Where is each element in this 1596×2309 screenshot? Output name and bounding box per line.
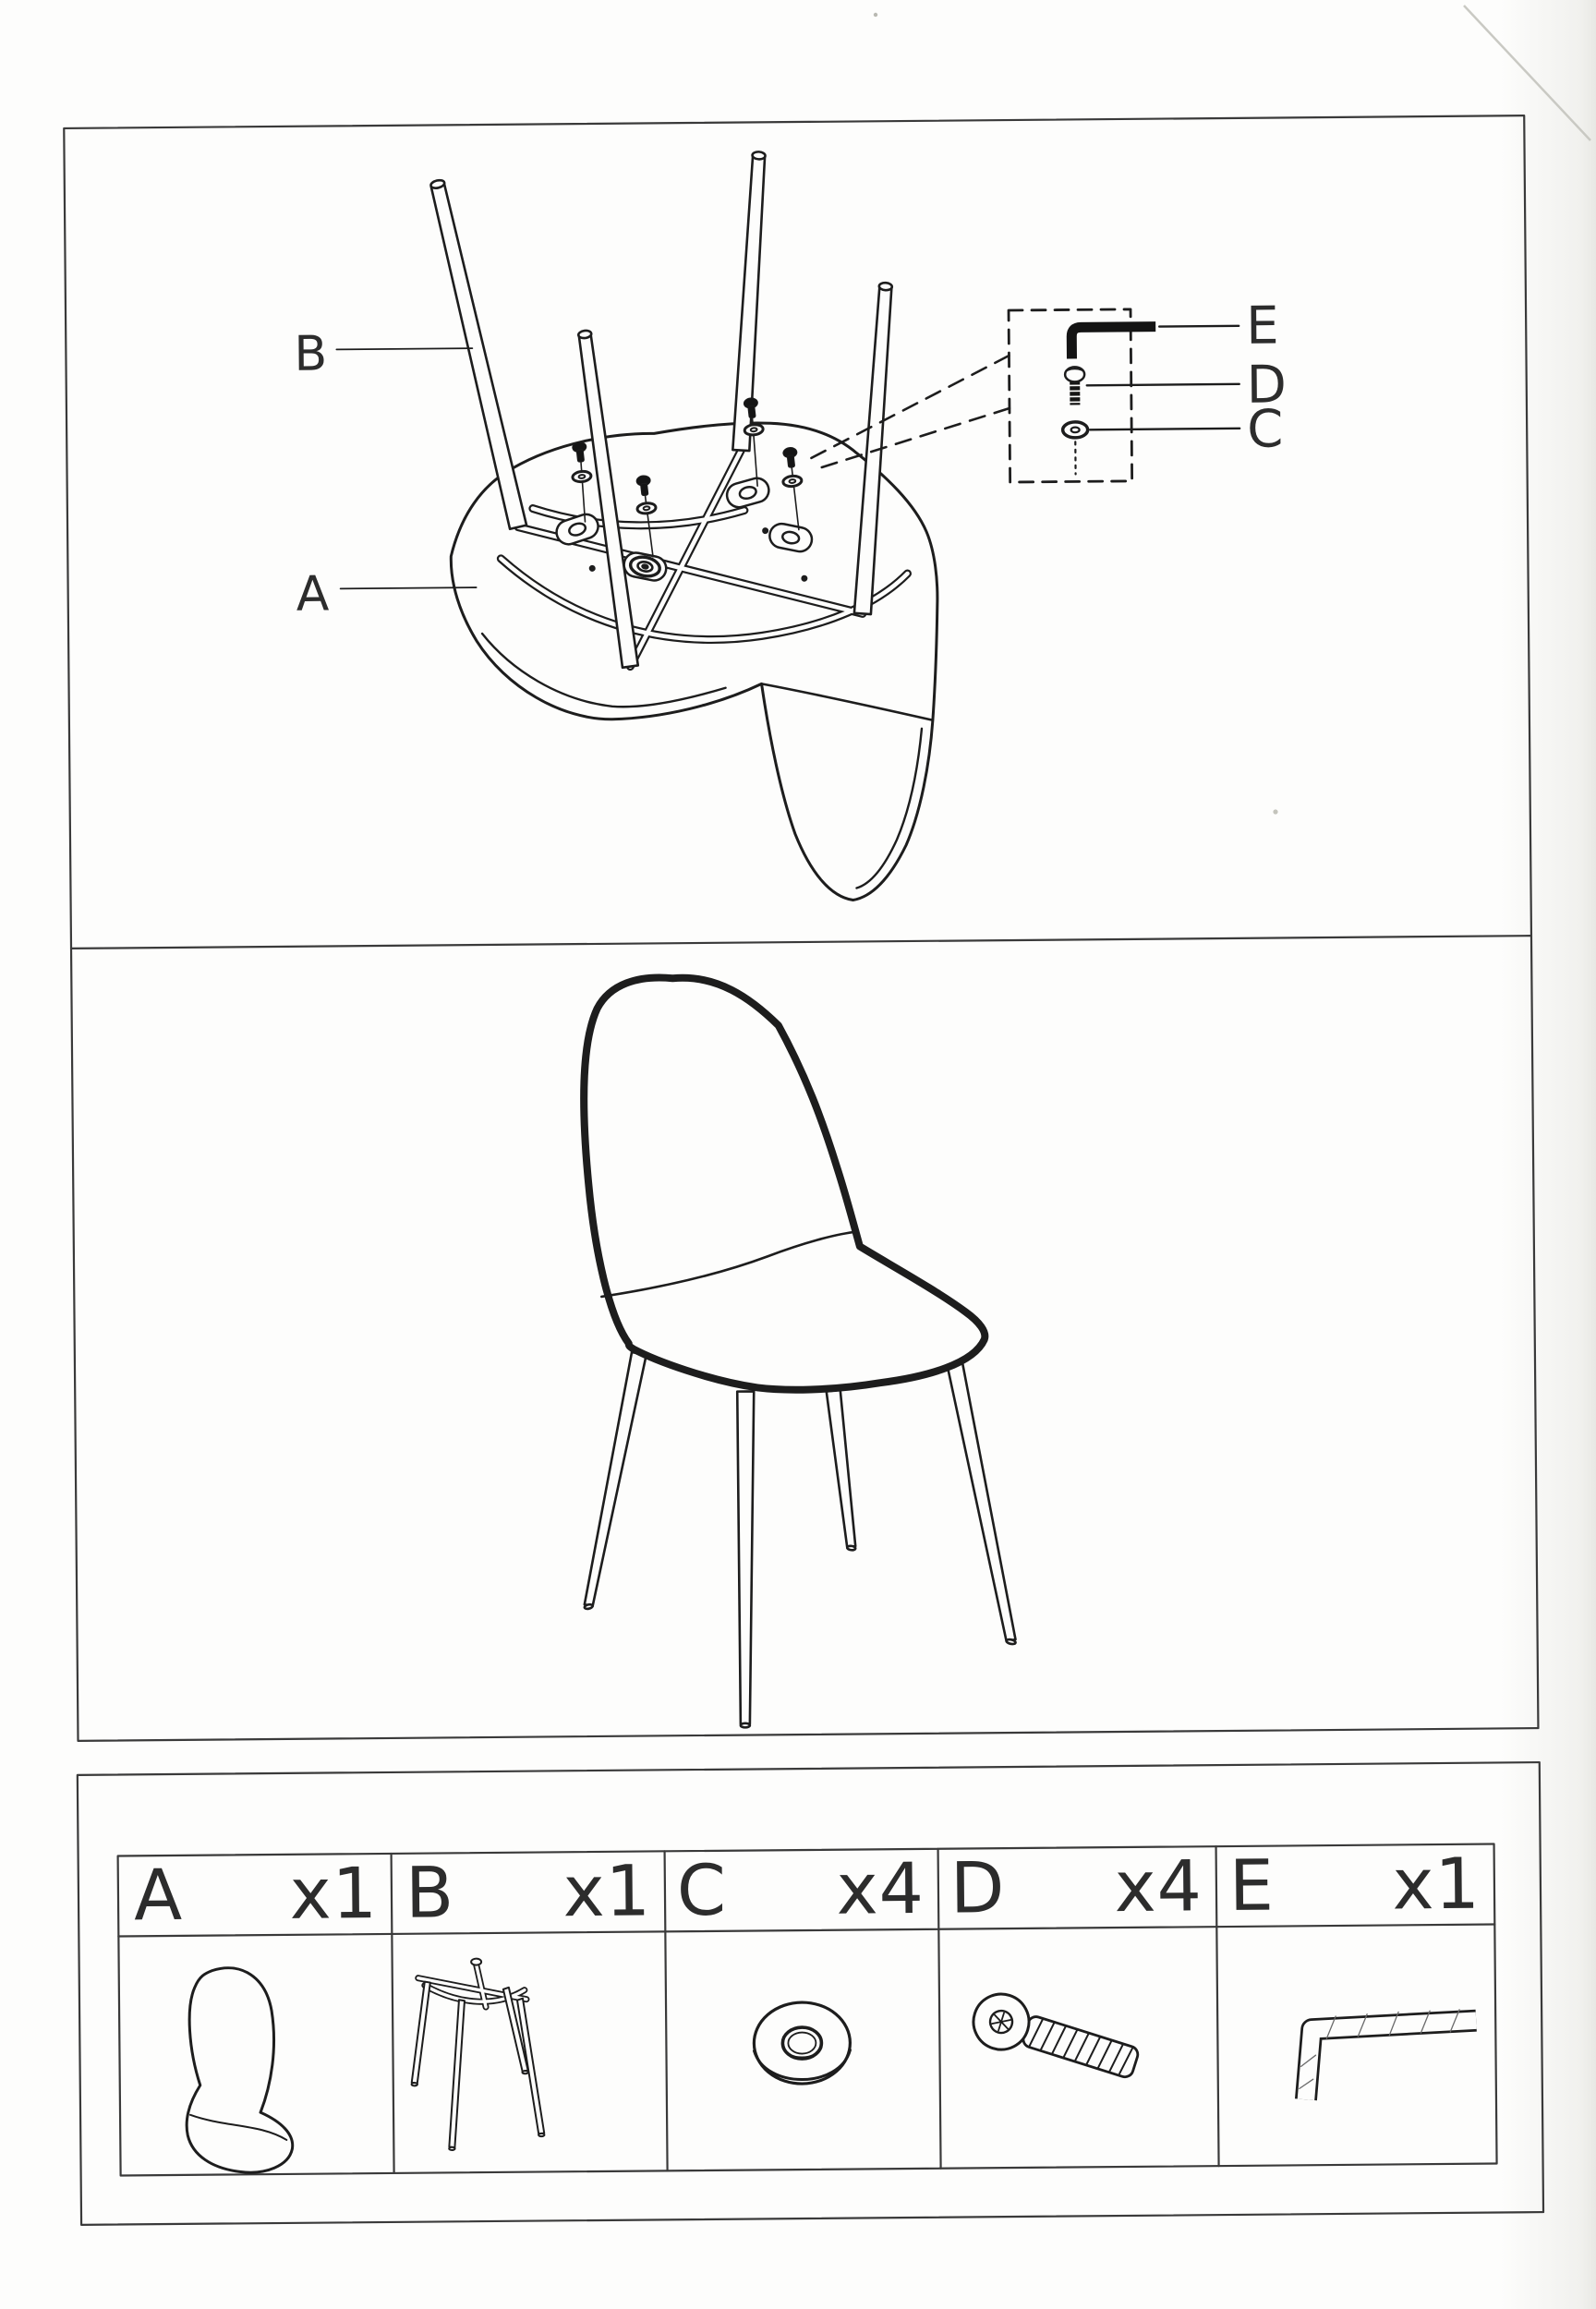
part-label-b: B <box>294 326 329 382</box>
leg-foot <box>584 1603 593 1609</box>
table-column-divider <box>665 1851 668 2170</box>
leg-tube-end <box>752 151 765 160</box>
parts-cell-d-qty: x4 <box>1114 1844 1203 1928</box>
leg-tube-end <box>578 330 592 339</box>
part-label-a: A <box>296 566 331 623</box>
leader-line-e <box>1159 326 1239 327</box>
lower-frame <box>78 1762 1543 2225</box>
washer-icon <box>754 2002 851 2085</box>
allen-key-icon <box>1299 2010 1477 2100</box>
leader-line-b <box>336 348 472 349</box>
parts-cell-c-qty: x4 <box>836 1846 925 1930</box>
chair-leg <box>946 1353 1016 1641</box>
callout-label-d: D <box>1246 355 1288 416</box>
parts-cell-a-label: A <box>133 1853 184 1937</box>
parts-cell-c-label: C <box>676 1848 728 1932</box>
screw-icon <box>1065 367 1084 405</box>
leg-foot <box>741 1723 750 1728</box>
leader-line-d <box>1087 384 1239 385</box>
seat-shell-icon <box>186 1967 293 2173</box>
chair-leg <box>827 1390 855 1548</box>
callout-pointer-line <box>806 356 1010 460</box>
leg-foot <box>1006 1638 1016 1645</box>
scan-artifacts <box>874 6 1590 815</box>
table-column-divider <box>392 1854 394 2173</box>
parts-cell-e-label: E <box>1228 1844 1276 1928</box>
leg-tube-end <box>879 283 893 291</box>
parts-cell-b-qty: x1 <box>562 1849 652 1933</box>
screw-icon <box>966 1987 1143 2090</box>
chair-leg <box>431 183 526 530</box>
assembled-view-section <box>578 974 1016 1729</box>
callout-label-e: E <box>1245 296 1280 357</box>
chair-leg <box>737 1391 756 1723</box>
table-column-divider <box>938 1849 941 2169</box>
chair-leg <box>582 1352 648 1606</box>
upper-frame <box>64 115 1538 1741</box>
chair-legs <box>582 1348 1017 1728</box>
chair-shell <box>583 974 985 1391</box>
parts-cell-a-qty: x1 <box>289 1852 379 1935</box>
leader-line-a <box>341 587 477 588</box>
exploded-view-section <box>293 147 1292 905</box>
parts-cell-b-label: B <box>405 1851 455 1934</box>
parts-cell-d-label: D <box>949 1846 1006 1929</box>
part-labels <box>294 326 330 622</box>
callout-label-c: C <box>1246 399 1285 460</box>
leg-foot <box>847 1545 855 1550</box>
parts-cell-e-qty: x1 <box>1392 1842 1481 1926</box>
leg-frame-icon <box>410 1958 544 2150</box>
allen-key-icon <box>1071 327 1155 359</box>
section-divider-line <box>71 936 1531 949</box>
washer-icon <box>1063 422 1088 475</box>
parts-list-section <box>118 1843 1497 2176</box>
table-column-divider <box>1216 1846 1219 2166</box>
